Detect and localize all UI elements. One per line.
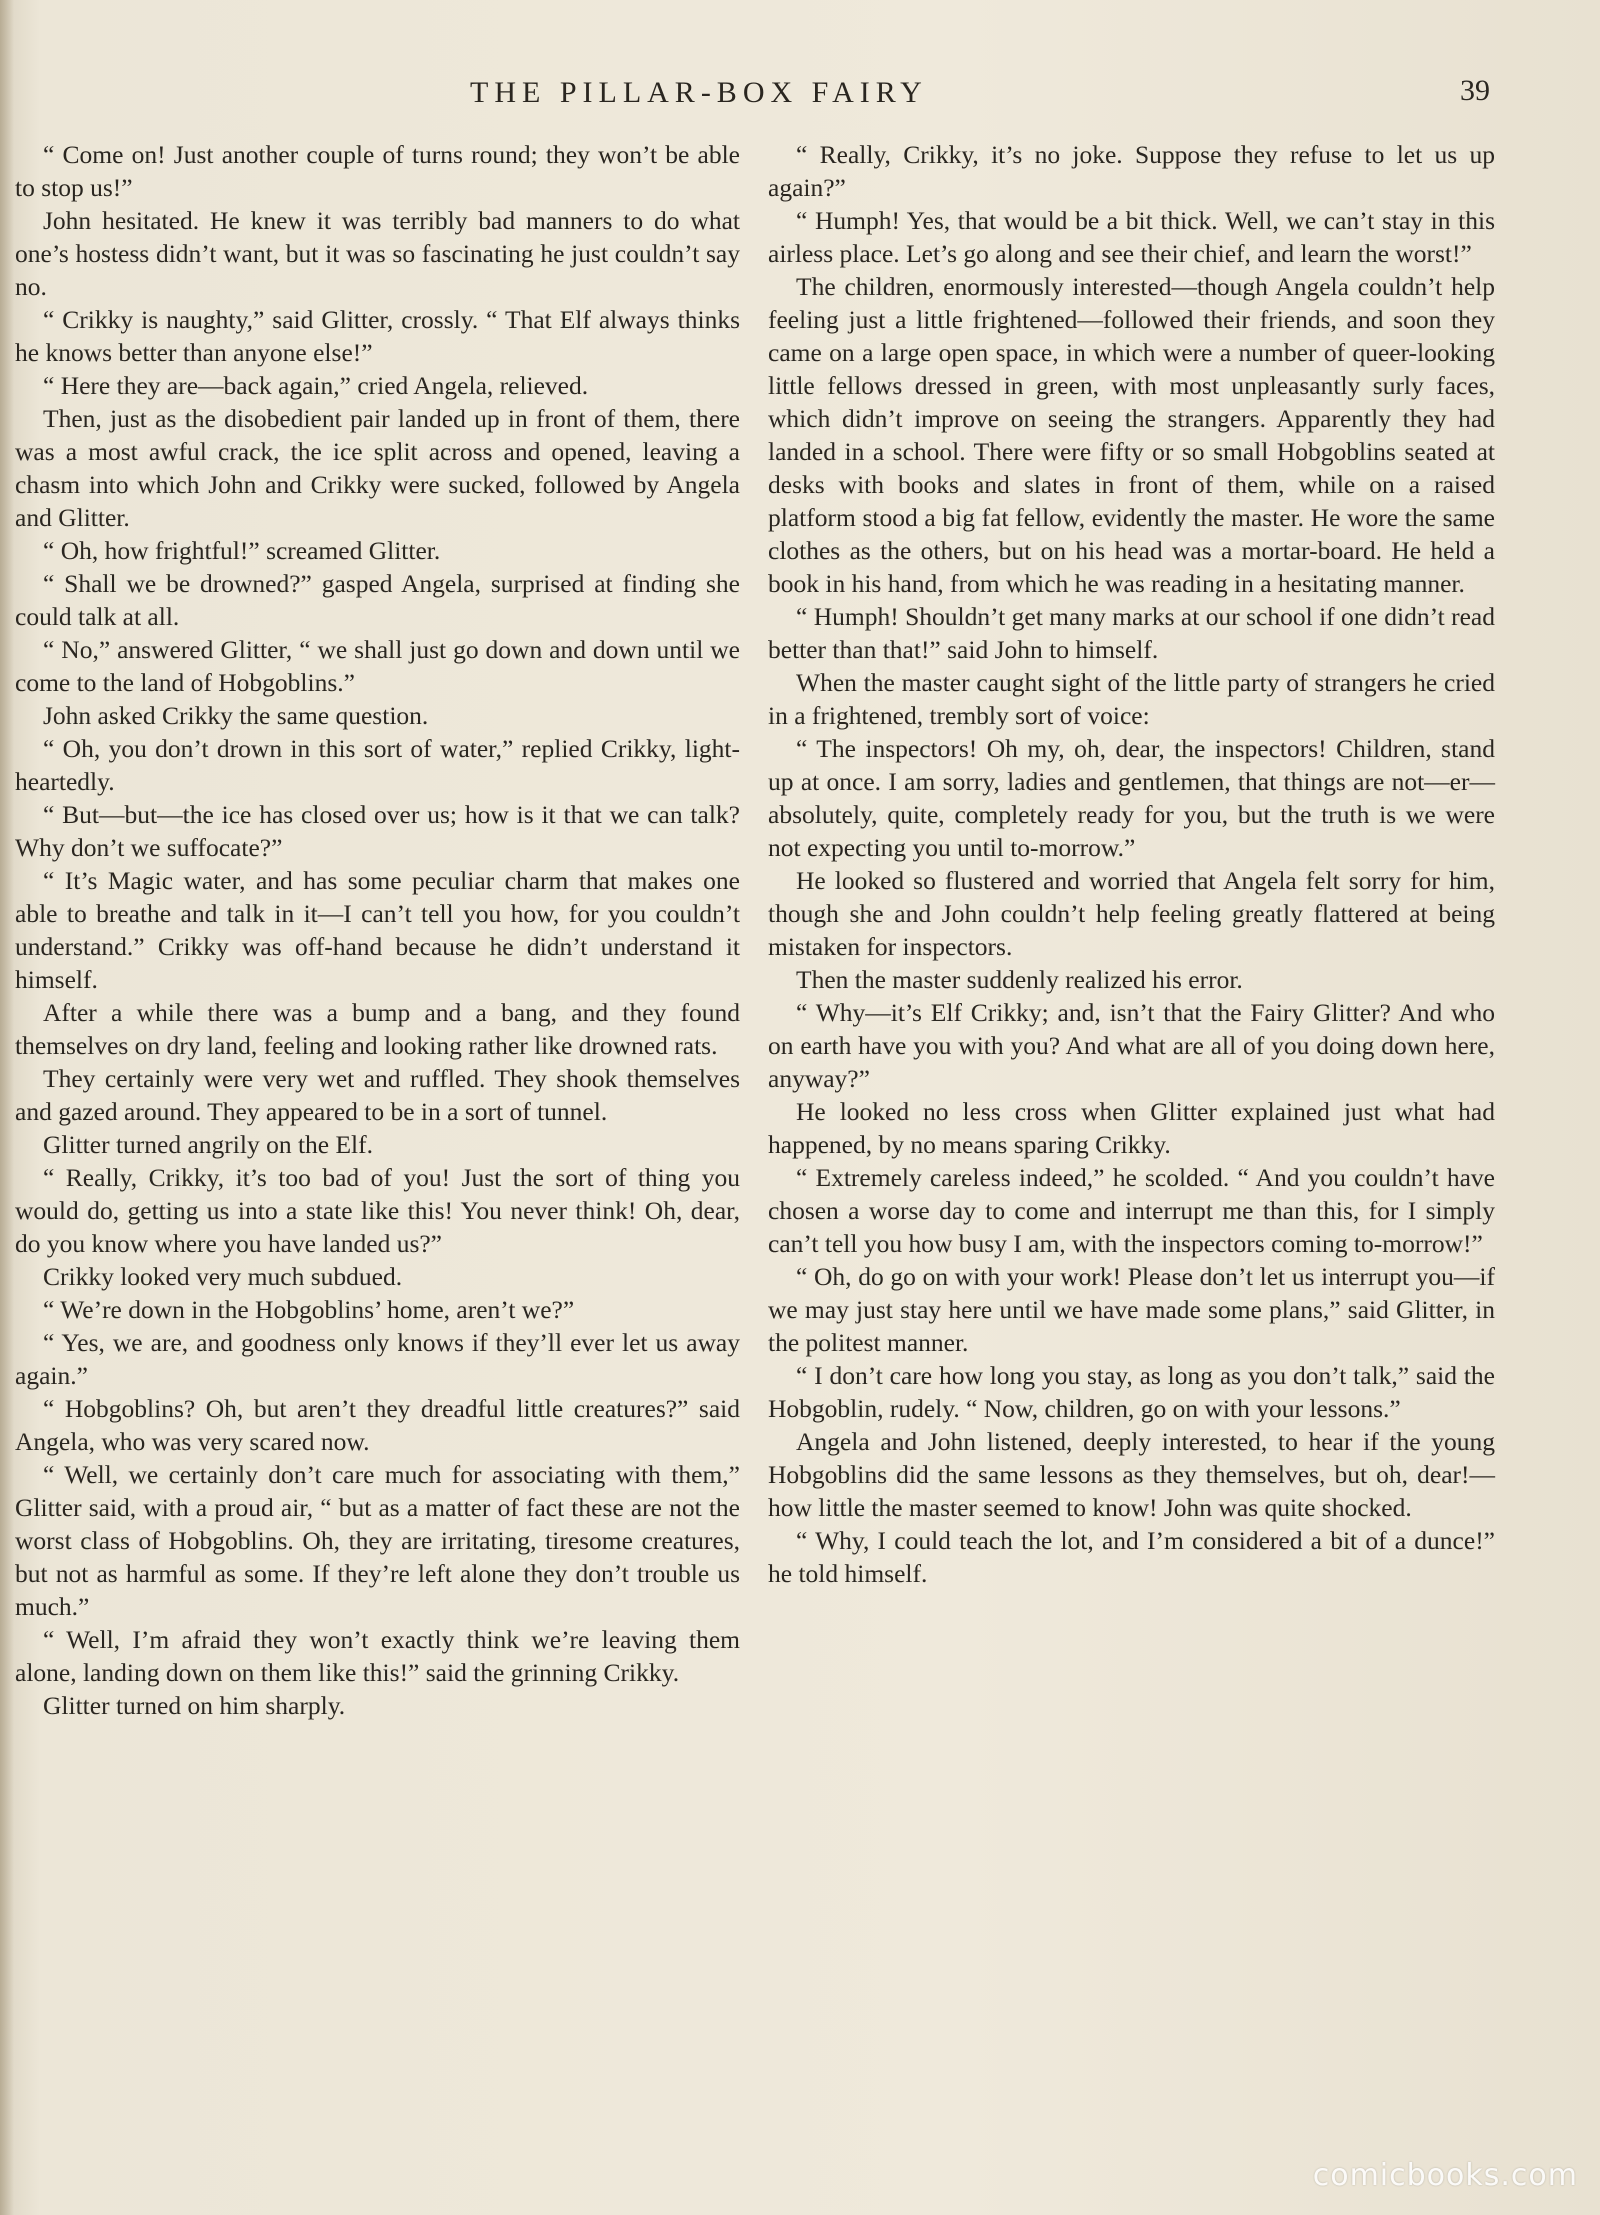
paragraph: “ Really, Crikky, it’s too bad of you! Just the sort of thing you would do, getting us into a state like this! You never think! Oh, dear, do you know where you have landed us?”: [15, 1163, 740, 1258]
paragraph: Glitter turned on him sharply.: [43, 1691, 346, 1720]
running-title: THE PILLAR-BOX FAIRY: [470, 76, 928, 109]
page-gutter-shadow: [0, 0, 14, 2215]
page-header: [0, 70, 1600, 120]
paragraph: “ Humph! Shouldn’t get many marks at our school if one didn’t read better than that!” said John to himself.: [768, 602, 1495, 664]
paragraph: He looked no less cross when Glitter explained just what had happened, by no means sparing Crikky.: [768, 1097, 1495, 1159]
paragraph: “ Come on! Just another couple of turns round; they won’t be able to stop us!”: [15, 140, 740, 202]
page-number: 39: [1460, 74, 1490, 107]
paragraph: Angela and John listened, deeply interested, to hear if the young Hobgoblins did the same lessons as they themselves, but oh, dear!—how little the master seemed to know! John was quite shocked.: [768, 1427, 1495, 1522]
paragraph: “ Crikky is naughty,” said Glitter, crossly. “ That Elf always thinks he knows better than anyone else!”: [15, 305, 740, 367]
paragraph: “ No,” answered Glitter, “ we shall just go down and down until we come to the land of Hobgoblins.”: [15, 635, 740, 697]
paragraph: “ Humph! Yes, that would be a bit thick. Well, we can’t stay in this airless place. Let’s go along and see their chief, and learn the worst!”: [768, 206, 1495, 268]
paragraph: Crikky looked very much subdued.: [43, 1262, 403, 1291]
right-text-column: [768, 138, 1495, 1590]
paragraph: John hesitated. He knew it was terribly bad manners to do what one’s hostess didn’t want, but it was so fascinating he just couldn’t say no.: [15, 206, 740, 301]
paragraph: He looked so flustered and worried that Angela felt sorry for him, though she and John couldn’t help feeling greatly flattered at being mistaken for inspectors.: [768, 866, 1495, 961]
paragraph: “ Oh, do go on with your work! Please don’t let us interrupt you—if we may just stay here until we have made some plans,” said Glitter, in the politest manner.: [768, 1262, 1495, 1357]
paragraph: “ It’s Magic water, and has some peculiar charm that makes one able to breathe and talk in it—I can’t tell you how, for you couldn’t understand.” Crikky was off-hand because he didn’t understand it himself.: [15, 866, 740, 994]
paragraph: “ But—but—the ice has closed over us; how is it that we can talk? Why don’t we suffocate?”: [15, 800, 740, 862]
paragraph: After a while there was a bump and a bang, and they found themselves on dry land, feeling and looking rather like drowned rats.: [15, 998, 740, 1060]
paragraph: “ Really, Crikky, it’s no joke. Suppose they refuse to let us up again?”: [768, 140, 1495, 202]
paragraph: “ Oh, you don’t drown in this sort of water,” replied Crikky, light-heartedly.: [15, 734, 740, 796]
paragraph: “ Hobgoblins? Oh, but aren’t they dreadful little creatures?” said Angela, who was very scared now.: [15, 1394, 740, 1456]
paragraph: John asked Crikky the same question.: [43, 701, 429, 730]
paragraph: “ Here they are—back again,” cried Angela, relieved.: [43, 371, 589, 400]
paragraph: “ The inspectors! Oh my, oh, dear, the inspectors! Children, stand up at once. I am sorry, ladies and gentlemen, that things are not—er—absolutely, quite, completely ready for you, but the truth is we were not expecting you until to-morrow.”: [768, 734, 1495, 862]
paragraph: “ Extremely careless indeed,” he scolded. “ And you couldn’t have chosen a worse day to come and interrupt me than this, for I simply can’t tell you how busy I am, with the inspectors coming to-morrow!”: [768, 1163, 1495, 1258]
paragraph: “ Oh, how frightful!” screamed Glitter.: [43, 536, 441, 565]
paragraph: “ Why—it’s Elf Crikky; and, isn’t that the Fairy Glitter? And who on earth have you with you? And what are all of you doing down here, anyway?”: [768, 998, 1495, 1093]
paragraph: Then, just as the disobedient pair landed up in front of them, there was a most awful crack, the ice split across and opened, leaving a chasm into which John and Crikky were sucked, followed by Angela and Glitter.: [15, 404, 740, 532]
paragraph: The children, enormously interested—though Angela couldn’t help feeling just a little frightened—followed their friends, and soon they came on a large open space, in which were a number of queer-looking little fellows dressed in green, with most unpleasantly surly faces, which didn’t improve on seeing the strangers. Apparently they had landed in a school. There were fifty or so small Hobgoblins seated at desks with books and slates in front of them, while on a raised platform stood a big fat fellow, evidently the master. He wore the same clothes as the others, but on his head was a mortar-board. He held a book in his hand, from which he was reading in a hesitating manner.: [768, 272, 1495, 598]
paragraph: “ Well, we certainly don’t care much for associating with them,” Glitter said, with a proud air, “ but as a matter of fact these are not the worst class of Hobgoblins. Oh, they are irritating, tiresome creatures, but not as harmful as some. If they’re left alone they don’t trouble us much.”: [15, 1460, 740, 1621]
left-text-column: [15, 138, 740, 1722]
paragraph: “ I don’t care how long you stay, as long as you don’t talk,” said the Hobgoblin, rudely. “ Now, children, go on with your lessons.”: [768, 1361, 1495, 1423]
paragraph: Then the master suddenly realized his error.: [796, 965, 1243, 994]
paragraph: “ Yes, we are, and goodness only knows if they’ll ever let us away again.”: [15, 1328, 740, 1390]
paragraph: “ Shall we be drowned?” gasped Angela, surprised at finding she could talk at all.: [15, 569, 740, 631]
paragraph: “ Why, I could teach the lot, and I’m considered a bit of a dunce!” he told himself.: [768, 1526, 1495, 1588]
paragraph: They certainly were very wet and ruffled. They shook themselves and gazed around. They appeared to be in a sort of tunnel.: [15, 1064, 740, 1126]
paragraph: When the master caught sight of the little party of strangers he cried in a frightened, trembly sort of voice:: [768, 668, 1495, 730]
paragraph: “ We’re down in the Hobgoblins’ home, aren’t we?”: [43, 1295, 575, 1324]
paragraph: “ Well, I’m afraid they won’t exactly think we’re leaving them alone, landing down on them like this!” said the grinning Crikky.: [15, 1625, 740, 1687]
paragraph: Glitter turned angrily on the Elf.: [43, 1130, 373, 1159]
watermark: comicbooks.com: [1312, 2158, 1578, 2193]
